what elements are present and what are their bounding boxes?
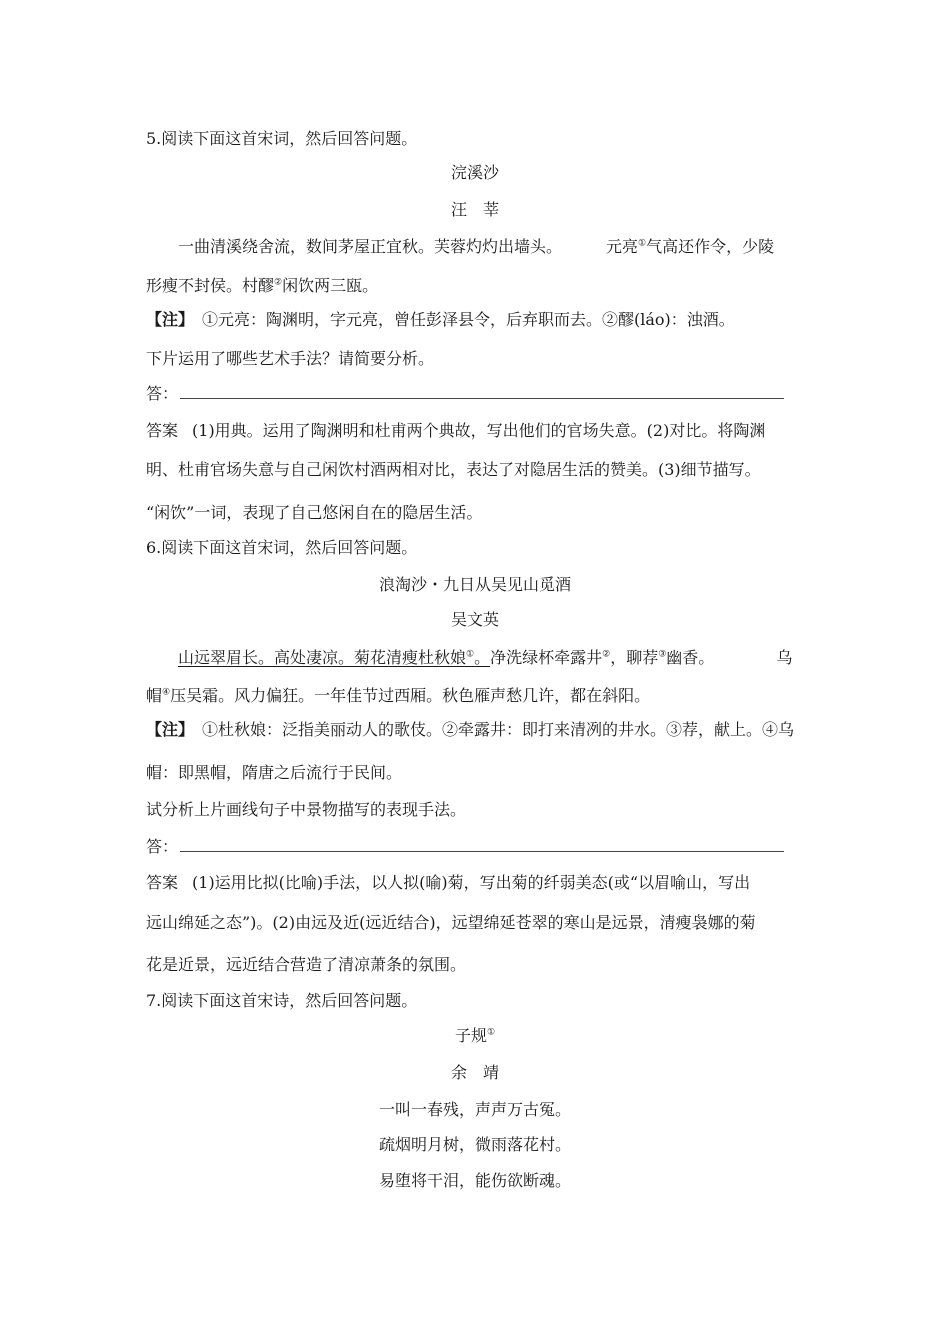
underlined-sentence: 山远翠眉长。高处凄凉。菊花清瘦杜秋娘①。	[178, 648, 491, 667]
q6-header: 6.阅读下面这首宋词，然后回答问题。	[146, 538, 418, 557]
q7-poem-line-2: 疏烟明月树，微雨落花村。	[378, 1135, 571, 1154]
q6-poem-title: 浪淘沙・九日从吴见山觅酒	[378, 575, 571, 594]
q6-question: 试分析上片画线句子中景物描写的表现手法。	[146, 800, 467, 819]
q6-poem-author: 吴文英	[450, 610, 499, 629]
q6-key-line-2: 远山绵延之态”)。(2)由远及近(远近结合)，远望绵延苍翠的寒山是远景，清瘦袅娜的菊	[146, 913, 756, 932]
q5-key-line-1: 答案 (1)用典。运用了陶渊明和杜甫两个典故，写出他们的官场失意。(2)对比。将陶渊	[146, 421, 766, 440]
q5-note: 【注】 ①元亮：陶渊明，字元亮，曾任彭泽县令，后弃职而去。②醪(láo)：浊酒。	[146, 310, 735, 329]
q6-key-line-3: 花是近景，远近结合营造了清凉萧条的氛围。	[146, 955, 467, 974]
q6-key-line-1: 答案 (1)运用比拟(比喻)手法，以人拟(喻)菊，写出菊的纤弱美态(或“以眉喻山，写出	[146, 873, 751, 892]
q5-question: 下片运用了哪些艺术手法？请简要分析。	[146, 349, 435, 368]
q5-poem-line-2: 形瘦不封侯。村醪②闲饮两三瓯。	[146, 276, 379, 295]
q5-poem-title: 浣溪沙	[450, 163, 499, 182]
q5-answer-line[interactable]: 答：	[146, 384, 784, 404]
q6-poem-line-1: 山远翠眉长。高处凄凉。菊花清瘦杜秋娘①。净洗绿杯牵露井②，聊荐③幽香。 乌	[178, 648, 793, 667]
q6-answer-line[interactable]: 答：	[146, 837, 784, 857]
q5-key-line-3: “闲饮”一词，表现了自己悠闲自在的隐居生活。	[146, 503, 483, 522]
q7-header: 7.阅读下面这首宋诗，然后回答问题。	[146, 991, 418, 1010]
q6-poem-line-2: 帽④压吴霜。风力偏狂。一年佳节过西厢。秋色雁声愁几许，都在斜阳。	[146, 686, 651, 705]
q7-poem-line-3: 易堕将干泪，能伤欲断魂。	[378, 1171, 571, 1190]
q6-note-line-1: 【注】 ①杜秋娘：泛指美丽动人的歌伎。②牵露井：即打来清冽的井水。③荐，献上。④乌	[146, 720, 795, 739]
q7-poem-author: 余 靖	[450, 1063, 499, 1082]
q6-note-line-2: 帽：即黑帽，隋唐之后流行于民间。	[146, 763, 403, 782]
q5-poem-line-1: 一曲清溪绕舍流，数间茅屋正宜秋。芙蓉灼灼出墙头。 元亮①气高还作令，少陵	[178, 237, 775, 256]
q5-header: 5.阅读下面这首宋词，然后回答问题。	[146, 129, 418, 148]
q5-key-line-2: 明、杜甫官场失意与自己闲饮村酒两相对比，表达了对隐居生活的赞美。(3)细节描写。	[146, 460, 761, 479]
q7-poem-line-1: 一叫一春残，声声万古冤。	[378, 1100, 571, 1119]
q5-poem-author: 汪 莘	[450, 200, 499, 219]
q7-poem-title: 子规①	[454, 1026, 496, 1045]
